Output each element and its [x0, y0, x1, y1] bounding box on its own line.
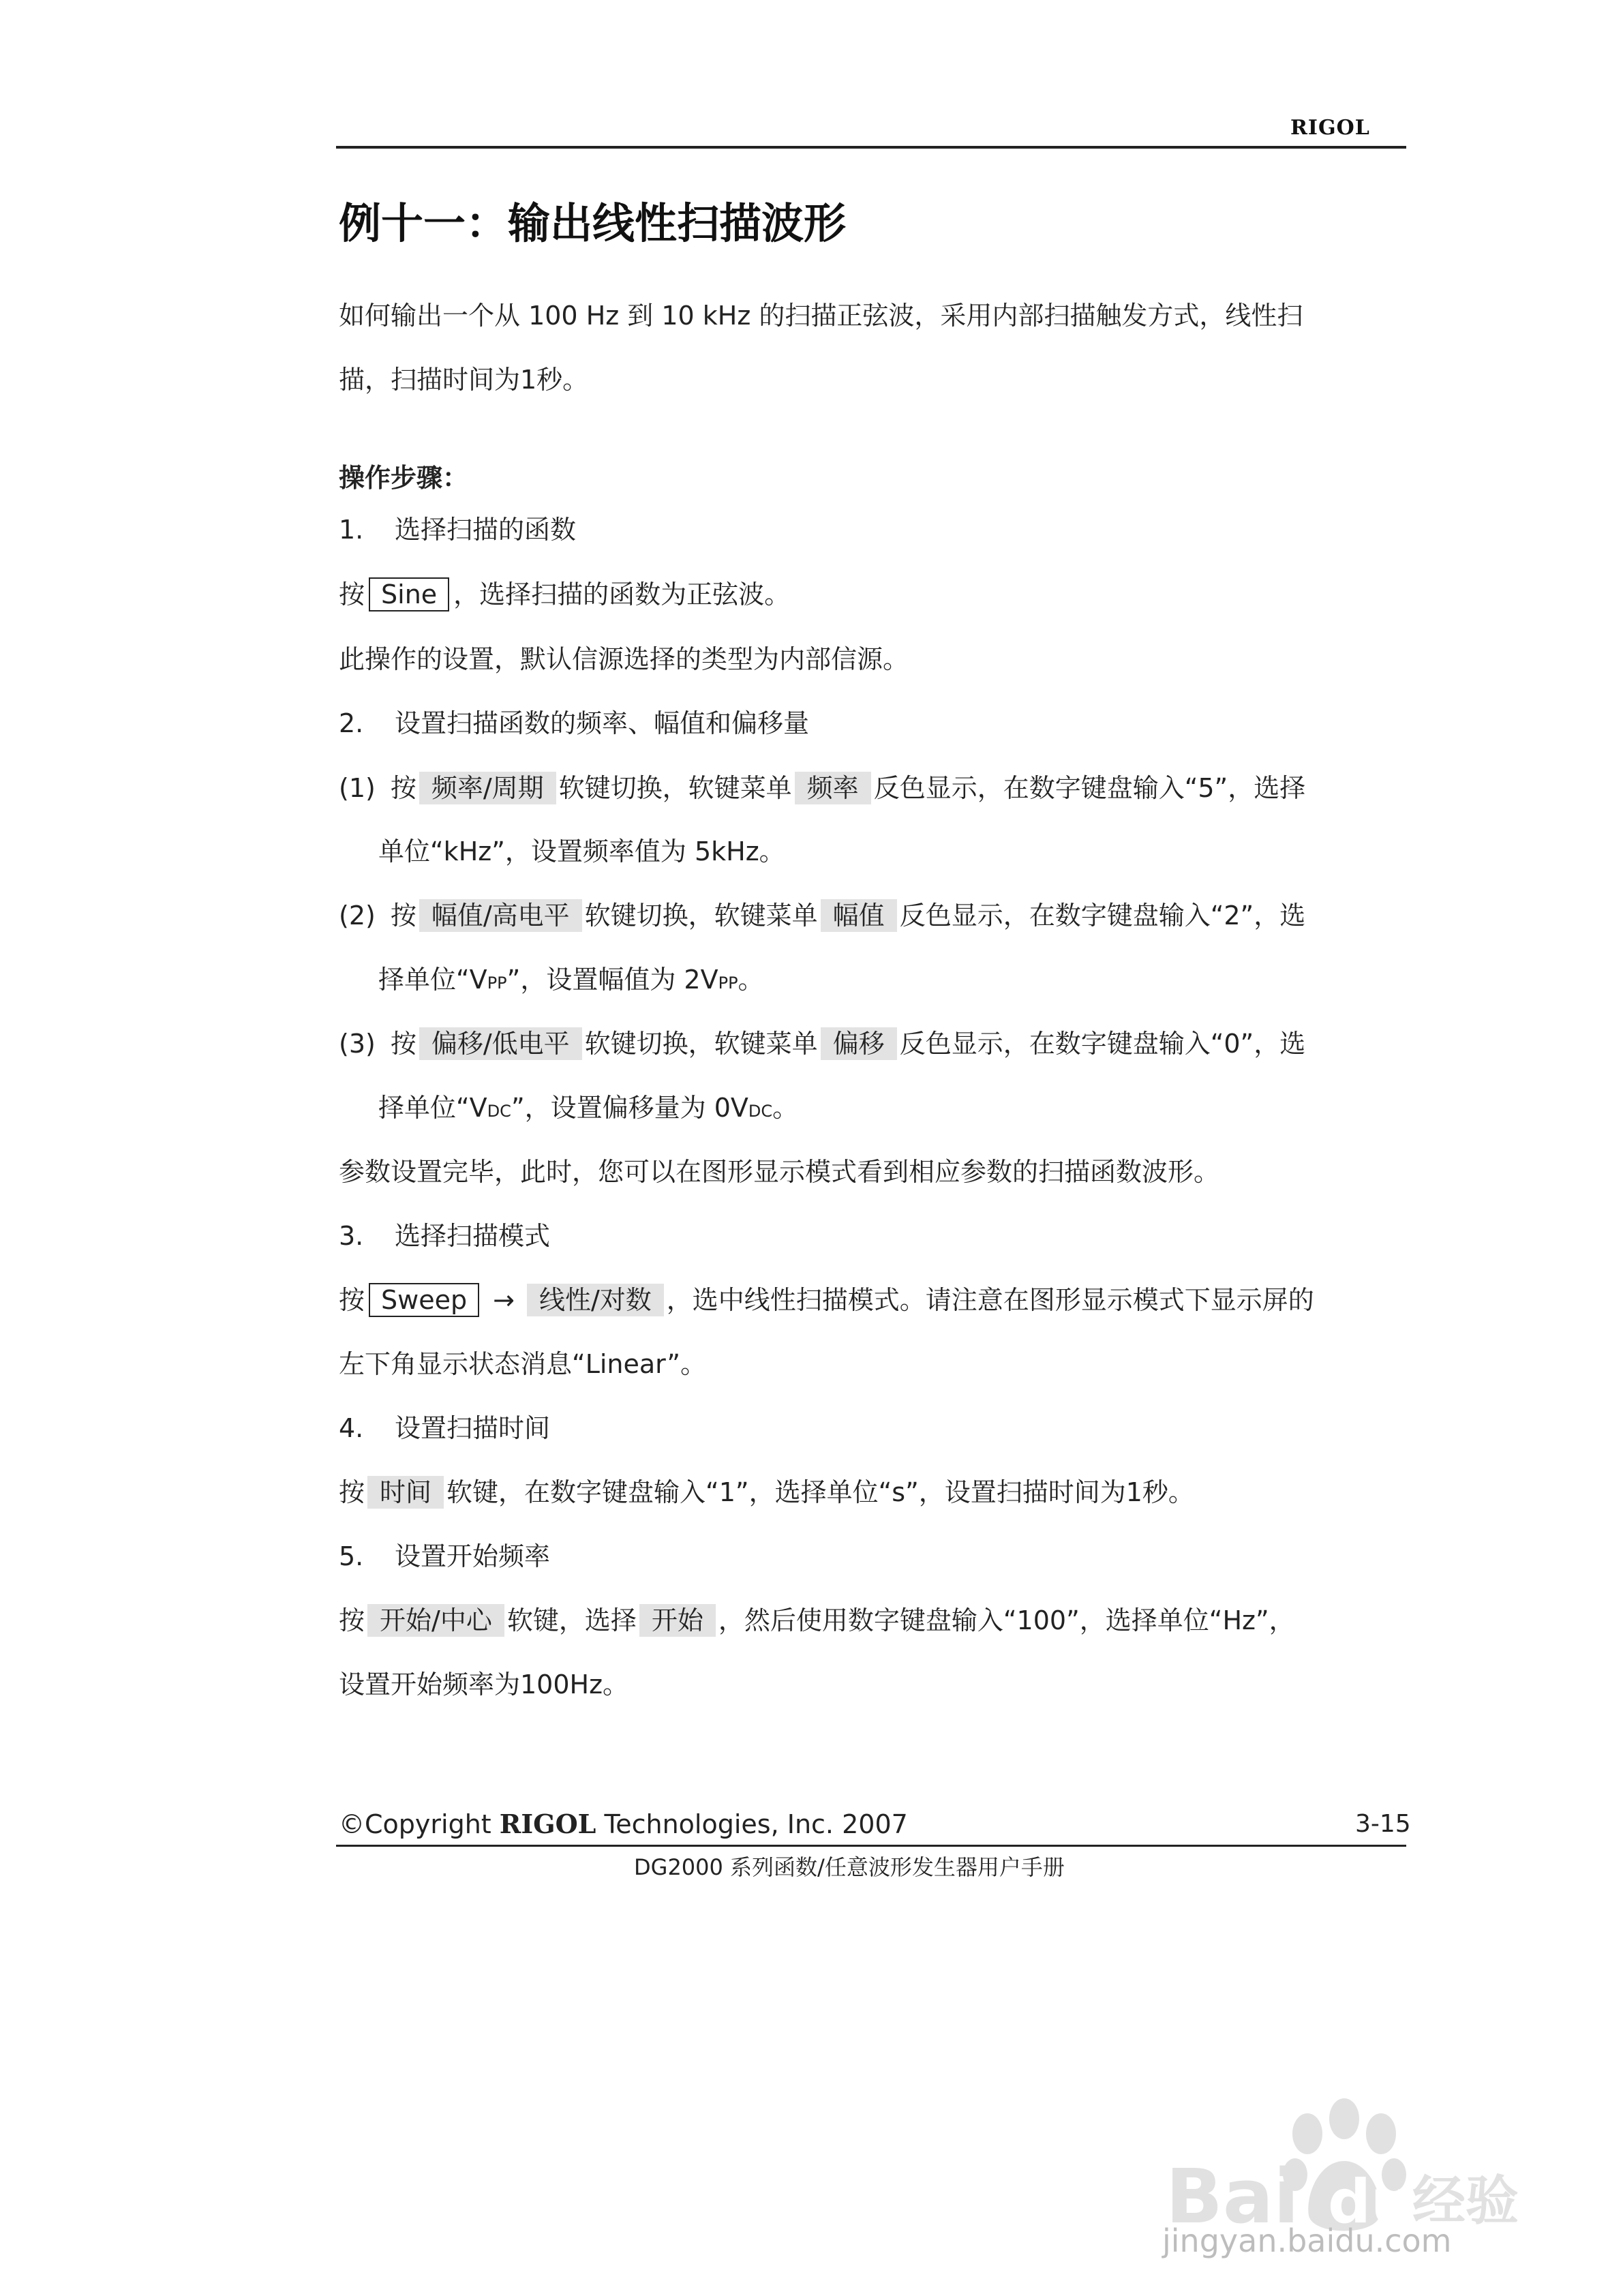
step-3-cont: 左下角显示状态消息“Linear”。 [339, 1349, 707, 1379]
instruction-text: 反色显示，在数字键盘输入“2”，选 [899, 901, 1306, 931]
step-title: 选择扫描模式 [395, 1221, 551, 1251]
sub-number: (2) [339, 901, 376, 931]
step-2-heading [339, 706, 809, 740]
step-2-sub-3 [339, 1027, 1305, 1061]
unit-text: 择单位“V [378, 1093, 487, 1123]
time-softkey[interactable]: 时间 [367, 1476, 444, 1509]
start-center-softkey[interactable]: 开始/中心 [367, 1604, 504, 1637]
instruction-text: 反色显示，在数字键盘输入“0”，选 [899, 1029, 1306, 1059]
sine-key[interactable]: Sine [369, 577, 449, 611]
instruction-text: 软键切换，软键菜单 [558, 773, 792, 803]
step-1-note: 此操作的设置，默认信源选择的类型为内部信源。 [339, 644, 909, 674]
step-4-instruction [339, 1475, 1194, 1509]
step-title: 选择扫描的函数 [395, 515, 577, 545]
instruction-text: ，选择扫描的函数为正弦波。 [453, 579, 791, 609]
step-number: 1. [339, 515, 364, 545]
step-3-instruction [339, 1283, 1314, 1317]
unit-text: ”，设置偏移量为 0V [511, 1093, 748, 1123]
unit-subscript: DC [487, 1102, 511, 1121]
unit-text: 择单位“V [378, 965, 487, 995]
press-text: 按 [339, 1605, 365, 1635]
unit-text: 。 [772, 1093, 799, 1123]
amp-menu-label: 幅值 [821, 899, 897, 932]
header-rule [336, 146, 1406, 149]
freq-period-softkey[interactable]: 频率/周期 [419, 772, 556, 804]
sub-number: (1) [339, 773, 376, 803]
amp-high-softkey[interactable]: 幅值/高电平 [419, 899, 582, 932]
instruction-text: 反色显示，在数字键盘输入“5”，选择 [873, 773, 1306, 803]
page-number: 3-15 [1355, 1810, 1411, 1838]
step-5-cont: 设置开始频率为100Hz。 [339, 1670, 629, 1700]
sweep-key[interactable]: Sweep [369, 1283, 479, 1317]
step-number: 3. [339, 1221, 364, 1251]
step-5-heading [339, 1539, 550, 1573]
instruction-text: 软键切换，软键菜单 [584, 1029, 818, 1059]
steps-heading: 操作步骤： [339, 463, 469, 493]
press-text: 按 [339, 579, 365, 609]
step-1-heading [339, 513, 576, 547]
instruction-text: 软键切换，软键菜单 [584, 901, 818, 931]
offset-menu-label: 偏移 [821, 1027, 897, 1060]
unit-text: 。 [738, 965, 764, 995]
freq-menu-label: 频率 [795, 772, 871, 804]
instruction-text: ，然后使用数字键盘输入“100”，选择单位“Hz”， [718, 1605, 1295, 1635]
watermark-url: jingyan.baidu.com [1162, 2222, 1452, 2259]
step-title: 设置扫描时间 [395, 1413, 551, 1443]
step-title: 设置开始频率 [395, 1541, 551, 1571]
brand-header: RIGOL [1290, 116, 1370, 140]
instruction-text: ，选中线性扫描模式。请注意在图形显示模式下显示屏的 [666, 1285, 1314, 1315]
step-2-sub-1-cont: 单位“kHz”，设置频率值为 5kHz。 [378, 836, 785, 866]
step-number: 5. [339, 1541, 364, 1571]
page-title: 例十一：输出线性扫描波形 [339, 198, 847, 248]
manual-title: DG2000 系列函数/任意波形发生器用户手册 [634, 1854, 1065, 1880]
footer-rule [336, 1845, 1406, 1847]
intro-line-1: 如何输出一个从 100 Hz 到 10 kHz 的扫描正弦波，采用内部扫描触发方式，线性扫 [339, 301, 1303, 331]
step-title: 设置扫描函数的频率、幅值和偏移量 [395, 708, 810, 738]
step-number: 2. [339, 708, 364, 738]
step-2-sub-2 [339, 898, 1305, 933]
unit-subscript: PP [718, 973, 738, 993]
linear-log-softkey[interactable]: 线性/对数 [527, 1284, 664, 1316]
start-menu-label[interactable]: 开始 [639, 1604, 716, 1637]
press-text: 按 [390, 901, 416, 931]
step-2-sub-1 [339, 771, 1305, 805]
unit-subscript: PP [487, 973, 507, 993]
instruction-text: 软键，在数字键盘输入“1”，选择单位“s”，设置扫描时间为1秒。 [446, 1477, 1194, 1507]
press-text: 按 [390, 1029, 416, 1059]
step-number: 4. [339, 1413, 364, 1443]
step-2-summary: 参数设置完毕，此时，您可以在图形显示模式看到相应参数的扫描函数波形。 [339, 1157, 1220, 1187]
sub-number: (3) [339, 1029, 376, 1059]
copyright-prefix: ©Copyright [339, 1809, 500, 1839]
intro-line-2: 描，扫描时间为1秒。 [339, 365, 589, 395]
step-2-sub-3-cont [378, 1091, 798, 1128]
copyright-brand: RIGOL [499, 1809, 596, 1839]
arrow-icon: → [493, 1285, 515, 1315]
press-text: 按 [390, 773, 416, 803]
step-4-heading [339, 1411, 550, 1445]
press-text: 按 [339, 1285, 365, 1315]
unit-text: ”，设置幅值为 2V [506, 965, 718, 995]
offset-low-softkey[interactable]: 偏移/低电平 [419, 1027, 582, 1060]
copyright [339, 1809, 908, 1839]
step-5-instruction [339, 1603, 1295, 1637]
watermark-text-du: du [1328, 2166, 1414, 2237]
watermark-text-jingyan: 经验 [1412, 2171, 1519, 2232]
step-3-heading [339, 1219, 550, 1253]
instruction-text: 软键，选择 [506, 1605, 637, 1635]
step-2-sub-2-cont [378, 963, 764, 1000]
watermark-text-bai: Bai [1166, 2153, 1299, 2240]
copyright-suffix: Technologies, Inc. 2007 [596, 1809, 908, 1839]
press-text: 按 [339, 1477, 365, 1507]
step-1-instruction [339, 577, 790, 611]
unit-subscript: DC [748, 1102, 773, 1121]
